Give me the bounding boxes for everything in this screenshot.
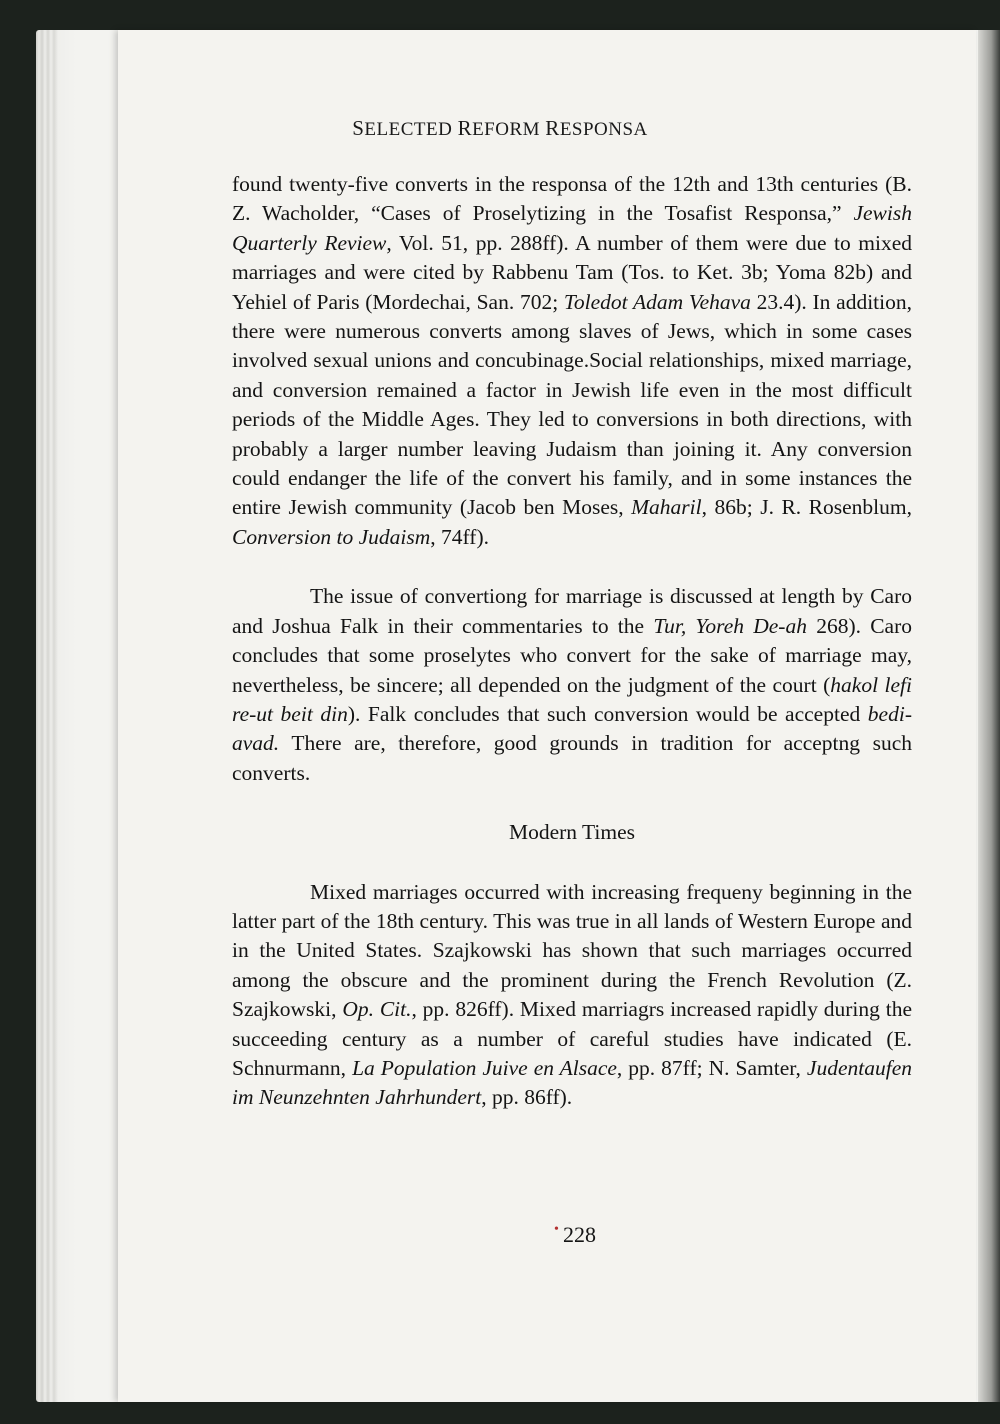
paragraph-1: found twenty-five converts in the responsa of the 12th and 13th centuries (B. Z. Wacholder, “Cases of Proselytizing in the Tosafist Responsa,” Jewish Quarterly Review, Vol. 51, pp. 288ff). A number of them were due to mixed marriages and were cited by Rabbenu Tam (Tos. to Ket. 3b; Yoma 82b) and Yehiel of Paris (Mordechai, San. 702; Toledot Adam Vehava 23.4). In addition, there were numerous converts among slaves of Jews, which in some cases involved sexual unions and concubinage.Social relationships, mixed marriage, and conversion remained a factor in Jewish life even in the most difficult periods of the Middle Ages. They led to conversions in both directions, with probably a larger number leaving Judaism than joining it. Any conversion could endanger the life of the convert his family, and in some instances the entire Jewish community (Jacob ben Moses, Maharil, 86b; J. R. Rosenblum, Conversion to Judaism, 74ff). [232,172,913,549]
book-spine-edge [978,30,1000,1402]
body-text [232,170,912,1113]
ink-mark-icon: • [554,1222,559,1237]
section-heading: Modern Times [508,820,636,845]
page-number: • 228 [554,1222,596,1247]
paragraph-2: The issue of convertiong for marriage is discussed at length by Caro and Joshua Falk in their commentaries to the Tur, Yoreh De-ah 268). Caro concludes that some proselytes who convert for the sake of marriage may, nevertheless, be sincere; all depended on the judgment of the court (hakol lefi re-ut beit din). Falk concludes that such conversion would be accepted bedi-avad. There are, therefore, good grounds in tradition for acceptng such converts. [232,584,912,785]
running-head: SELECTED REFORM RESPONSA [352,116,648,140]
paragraph-3: Mixed marriages occurred with increasing frequeny beginning in the latter part of the 18th century. This was true in all lands of Western Europe and in the United States. Szajkowski has shown that such marriages occurred among the obscure and the prominent during the French Revolution (Z. Szajkowski, Op. Cit., pp. 826ff). Mixed marriagrs increased rapidly during the succeeding century as a number of careful studies have indicated (E. Schnurmann, La Population Juive en Alsace, pp. 87ff; N. Samter, Judentaufen im Neunzehnten Jahrhundert, pp. 86ff). [232,879,912,1110]
